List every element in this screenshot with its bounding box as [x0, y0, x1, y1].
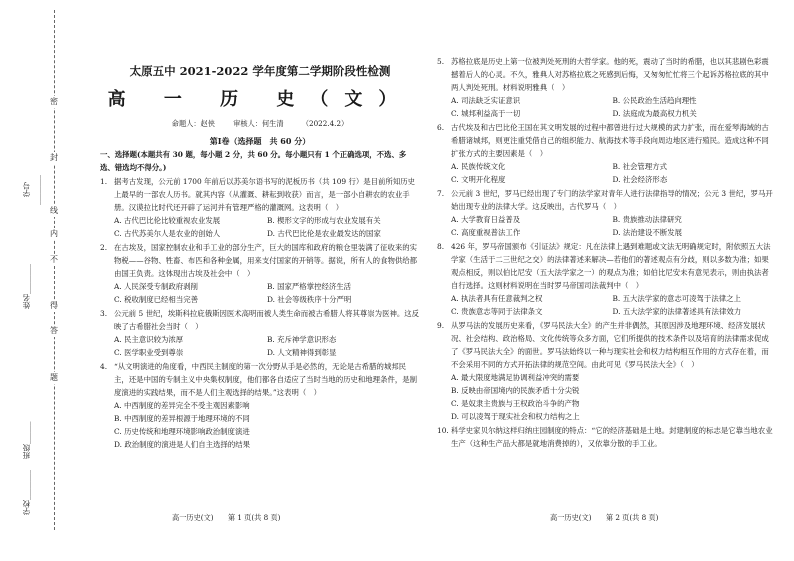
option-row [451, 292, 774, 305]
answer-option: D. 可以凌驾于现实社会和权力结构之上 [451, 412, 580, 421]
question-stem [100, 307, 420, 333]
answer-option: C. 高度重视普法工作 [451, 228, 521, 237]
question-number: 10. [437, 426, 449, 435]
footer-course: 高一历史(文) [550, 513, 592, 522]
question-stem [437, 121, 774, 160]
right-page-column [437, 54, 774, 450]
field-name: 姓名________ [22, 264, 31, 310]
answer-option: B. 充斥神学意识形态 [267, 335, 337, 344]
question-item [437, 121, 774, 186]
seal-char: 封 [44, 152, 64, 164]
answer-option: A. 古代巴比伦比较重视农业发展 [114, 216, 221, 225]
option-row [114, 293, 420, 306]
answer-option: D. 人文精神得到彰显 [267, 348, 337, 357]
option-row [451, 173, 774, 186]
answer-options [437, 371, 774, 423]
answer-option: A. 中西制度的差异完全不受主观因素影响 [114, 401, 250, 410]
answer-option: C. 是奴隶主贵族与王权政治斗争的产物 [451, 399, 580, 408]
question-item [437, 424, 774, 450]
seal-line-text [44, 0, 64, 561]
answer-option: D. 五大法学家的法律著述具有法律效力 [612, 307, 742, 316]
option-row [451, 160, 774, 173]
answer-option: B. 国家严格掌控经济生活 [267, 282, 352, 291]
question-text: 在古埃及，国家控制农业和手工业的部分生产，巨大的国库和政府的粮仓里装满了征收来的实物税——谷物、牲畜、布匹和各种金属，用来支付国家的开销等。据说，所有人的食物供给都由国王负责。这体现出古埃及社会中（ ） [114, 243, 418, 278]
seal-char: 得 [44, 300, 64, 312]
option-row [114, 280, 420, 293]
question-stem [437, 319, 774, 371]
question-text: 科学史家贝尔纳这样归纳庄园制度的特点：“它的经济基础是土地。封建制度的标志是它靠当地农业生产（这种生产品大都是就地消费掉的），又依靠分散的手工业。 [451, 426, 773, 448]
field-class: 班级______ [22, 421, 31, 459]
answer-option: A. 民族传统文化 [451, 162, 506, 171]
seal-char: 线 [44, 205, 64, 217]
answer-option: D. 社会等级秩序十分严明 [267, 295, 352, 304]
question-text: 公元前 5 世纪，埃斯科拉庇俄斯因医术高明而被人类生命而被古希腊人将其尊崇为医神。这反映了古希腊社会当时（ ） [114, 309, 420, 331]
question-number: 1. [100, 177, 108, 186]
answer-option: B. 反映由帝国境内的民族矛盾十分尖锐 [451, 386, 580, 395]
question-item [437, 319, 774, 423]
question-number: 3. [100, 309, 108, 318]
question-text: “从文明演进的角度看，中西民主制度的第一次分野从手是必然的，无论是古希腊的城邦民主，还是中国的专制主义中央集权制度，他们都各自适应了当时当地的历史和地理条件，是制度演进的实践结果，而不是人们主观选择的结果。”这表明（ ） [114, 362, 418, 397]
answer-option: B. 社会管理方式 [612, 162, 667, 171]
question-list-left [100, 175, 420, 451]
question-number: 9. [437, 321, 445, 330]
answer-options [437, 160, 774, 186]
question-text: 从罗马法的发展历史来看，《罗马民法大全》的产生并非偶然，其原因涉及地理环境、经济发展状况、社会结构、政治格局、文化传统等众多方面，它们所提供的技术条件以及培育的法律需求促成了《罗马民法大全》的面世。罗马法始终以一种与现实社会和权力结构相互作用的方式存在着，而不会采用不同的方式开拓法律的规范空间。由此可见《罗马民法大全》（ ） [451, 321, 769, 369]
answer-option: C. 城邦利益高于一切 [451, 109, 521, 118]
option-row [451, 226, 774, 239]
question-stem [100, 175, 420, 214]
answer-option: B. 公民政治生活趋向理性 [612, 96, 697, 105]
answer-option: D. 古代巴比伦是农业最发达的国家 [267, 229, 381, 238]
answer-option: C. 文明开化程度 [451, 175, 506, 184]
option-row [451, 305, 774, 318]
section-heading: 第Ⅰ卷（选择题 共 60 分） [209, 136, 311, 146]
answer-option: B. 中西制度的差异根源于地理环境的不同 [114, 414, 250, 423]
exam-title: 太原五中 2021-2022 学年度第二学期阶段性检测 [129, 64, 391, 78]
answer-options [100, 399, 420, 451]
answer-option: D. 社会经济形态 [612, 175, 668, 184]
answer-option: C. 税收制度已经相当完善 [114, 295, 198, 304]
question-number: 6. [437, 123, 445, 132]
answer-options [437, 292, 774, 318]
question-stem [437, 240, 774, 292]
author-line [100, 117, 420, 130]
option-row [451, 107, 774, 120]
left-page-column [100, 55, 420, 451]
answer-option: C. 历史传统和地理环境影响政治制度演进 [114, 427, 250, 436]
answer-option: B. 贵族推动法律研究 [612, 215, 682, 224]
question-number: 2. [100, 243, 108, 252]
question-stem [437, 55, 774, 94]
field-student-id: 学号________ [22, 175, 41, 205]
answer-options [100, 280, 420, 306]
answer-option: A. 大学教育日益普及 [451, 215, 521, 224]
seal-char: 不 [44, 254, 64, 266]
answer-options [100, 333, 420, 359]
student-info-fields [22, 0, 41, 561]
question-item [100, 360, 420, 451]
seal-char: 答 [44, 325, 64, 337]
answer-option: A. 司法缺乏实证意识 [451, 96, 521, 105]
option-row [114, 333, 420, 346]
reviewer-label: 审核人：何生清 [233, 119, 284, 128]
answer-option: C. 贵族意志等同于法律条文 [451, 307, 543, 316]
question-stem [100, 241, 420, 280]
question-item [100, 175, 420, 240]
answer-options [437, 213, 774, 239]
answer-option: C. 医学职业受到尊崇 [114, 348, 184, 357]
binding-margin [0, 0, 95, 561]
question-item [100, 241, 420, 306]
question-text: 据考古发现，公元前 1700 年前后以苏美尔语书写的泥板历书（共 109 行）是目前所知历史上最早的一部农人历书。就其内容（从灌溉、耕耘到收获）而言，是一部小自耕农的农业手册。汉谟拉比时代还开辟了运河并有管理严格的灌溉网。这表明（ ） [114, 177, 415, 212]
question-item [437, 240, 774, 318]
answer-options [100, 214, 420, 240]
question-text: 公元前 3 世纪，罗马已经出现了专门的法学家对青年人进行法律指导的情况；公元 3 世纪，罗马开始出现专业的法律大学。这反映出，古代罗马（ ） [451, 189, 773, 211]
answer-option: A. 执法者具有任意裁判之权 [451, 294, 543, 303]
field-school: 学校________ [22, 470, 31, 516]
option-row [451, 213, 774, 226]
answer-option: A. 人民深受专制政府剥削 [114, 282, 198, 291]
footer-page-number: 第 2 页(共 8 页) [605, 513, 659, 522]
answer-options [437, 94, 774, 120]
subject-title: 高 一 历 史（文） [107, 89, 413, 110]
question-text: 古代埃及和古巴比伦王国在其文明发展的过程中都曾进行过大规模的武力扩张，而在爱琴海域的古希腊诸城邦，则更注重凭借自己的组织能力、航海技术等手段向周边地区进行殖民。造成这种不同扩张方式的主要因素是（ ） [451, 123, 769, 158]
question-number: 4. [100, 362, 108, 371]
section-instructions: 一、选择题(本题共有 30 题，每小题 2 分，共 60 分。每小题只有 1 个正确选项，不选、多选、错选均不得分。) [100, 150, 407, 172]
page-footer-2 [550, 513, 671, 523]
question-number: 5. [437, 57, 445, 66]
question-number: 7. [437, 189, 445, 198]
question-number: 8. [437, 242, 445, 251]
option-row [114, 227, 420, 240]
question-stem [437, 187, 774, 213]
option-row [451, 94, 774, 107]
question-list-right [437, 55, 774, 450]
question-item [437, 55, 774, 120]
seal-char: 内 [44, 228, 64, 240]
answer-option: C. 古代苏美尔人是农业的创始人 [114, 229, 221, 238]
answer-option: B. 楔形文字的形成与农业发展有关 [267, 216, 381, 225]
question-item [100, 307, 420, 359]
option-row [114, 214, 420, 227]
answer-option: D. 法治建设不断发展 [612, 228, 682, 237]
answer-option: D. 法庭成为最高权力机关 [612, 109, 697, 118]
footer-course: 高一历史(文) [172, 513, 214, 522]
seal-char: 密 [44, 96, 64, 108]
footer-page-number: 第 1 页(共 8 页) [227, 513, 281, 522]
answer-option: A. 民主意识较为浓厚 [114, 335, 184, 344]
question-stem [437, 424, 774, 450]
question-item [437, 187, 774, 239]
page-footer-1 [172, 513, 293, 523]
question-text: 苏格拉底是历史上第一位被判处死刑的大哲学家。他的死，震动了当时的希腊，也以其悲剧色彩震撼着后人的心灵。不久，雅典人对苏格拉底之死感到后悔，又匆匆忙忙将三个起诉苏格拉底的其中两人判处死刑。材料说明雅典（ ） [451, 57, 769, 92]
seal-char: 题 [44, 372, 64, 384]
answer-option: D. 政治制度的演进是人们自主选择的结果 [114, 440, 251, 449]
option-row [114, 346, 420, 359]
answer-option: A. 最大限度地满足协调利益冲突的需要 [451, 373, 580, 382]
answer-option: B. 五大法学家的意志可凌驾于法律之上 [612, 294, 741, 303]
question-text: 426 年，罗马帝国颁布《引证法》规定：凡在法律上遇到难题或文法无明确规定时，附依照五大法学家（生活于二三世纪之交）的法律著述来解决—若他们的著述观点有分歧，则以多数为准；如果观点相反，则以伯比尼安（五大法学家之一）的观点为准；如伯比尼安未有意见表示，则由执法者自行选择。这则材料说明在当时罗马帝国司法裁判中（ ） [451, 242, 771, 290]
question-stem [100, 360, 420, 399]
exam-date: （2022.4.2） [301, 119, 349, 128]
author-label: 命题人：赵侠 [171, 119, 215, 128]
